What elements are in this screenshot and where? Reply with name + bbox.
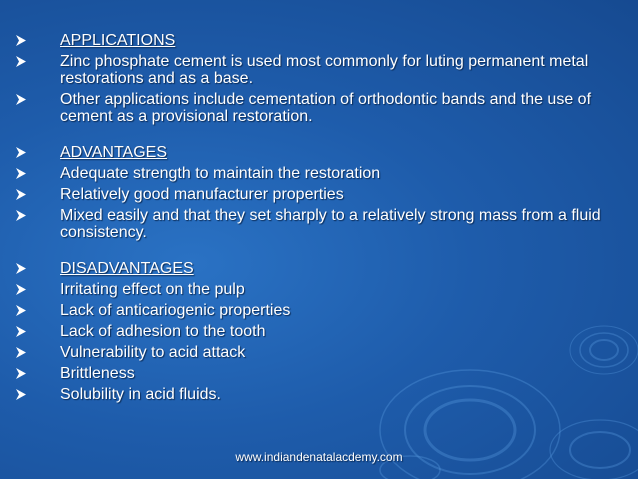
arrow-bullet-icon: [14, 281, 28, 298]
bullet-item: [14, 281, 624, 298]
bullet-item: [14, 91, 624, 125]
bullet-text: Mixed easily and that they set sharply to a relatively strong mass from a fluid consistency.: [60, 207, 601, 241]
arrow-bullet-icon: [14, 186, 28, 203]
bullet-item: [14, 207, 624, 241]
bullet-text: Lack of anticariogenic properties: [60, 302, 291, 319]
bullet-text: Relatively good manufacturer properties: [60, 186, 344, 203]
arrow-bullet-icon: [14, 207, 28, 224]
bullet-item: [14, 186, 624, 203]
arrow-bullet-icon: [14, 260, 28, 277]
bullet-item: [14, 365, 624, 382]
section-heading-label: DISADVANTAGES: [60, 260, 194, 277]
bullet-text: Zinc phosphate cement is used most commonly for luting permanent metal restorations and as a base.: [60, 53, 589, 87]
section-heading: [14, 260, 624, 277]
footer-url[interactable]: www.indiandenatalacdemy.com: [235, 450, 403, 464]
bullet-text: Adequate strength to maintain the restoration: [60, 165, 381, 182]
bullet-text: Brittleness: [60, 365, 135, 382]
bullet-list: [14, 32, 624, 407]
section-heading-label: ADVANTAGES: [60, 144, 167, 161]
bullet-item: [14, 386, 624, 403]
arrow-bullet-icon: [14, 53, 28, 70]
bullet-item: [14, 53, 624, 87]
bullet-item: [14, 302, 624, 319]
section-heading-label: APPLICATIONS: [60, 32, 176, 49]
section-heading: [14, 32, 624, 49]
arrow-bullet-icon: [14, 144, 28, 161]
bullet-text: Lack of adhesion to the tooth: [60, 323, 266, 340]
bullet-item: [14, 344, 624, 361]
arrow-bullet-icon: [14, 302, 28, 319]
bullet-text: Solubility in acid fluids.: [60, 386, 221, 403]
section-heading: [14, 144, 624, 161]
bullet-item: [14, 165, 624, 182]
arrow-bullet-icon: [14, 386, 28, 403]
arrow-bullet-icon: [14, 365, 28, 382]
bullet-item: [14, 323, 624, 340]
arrow-bullet-icon: [14, 91, 28, 108]
arrow-bullet-icon: [14, 323, 28, 340]
arrow-bullet-icon: [14, 165, 28, 182]
arrow-bullet-icon: [14, 32, 28, 49]
arrow-bullet-icon: [14, 344, 28, 361]
bullet-text: Other applications include cementation of orthodontic bands and the use of cement as a provisional restoration.: [60, 91, 592, 125]
bullet-text: Irritating effect on the pulp: [60, 281, 245, 298]
bullet-text: Vulnerability to acid attack: [60, 344, 246, 361]
